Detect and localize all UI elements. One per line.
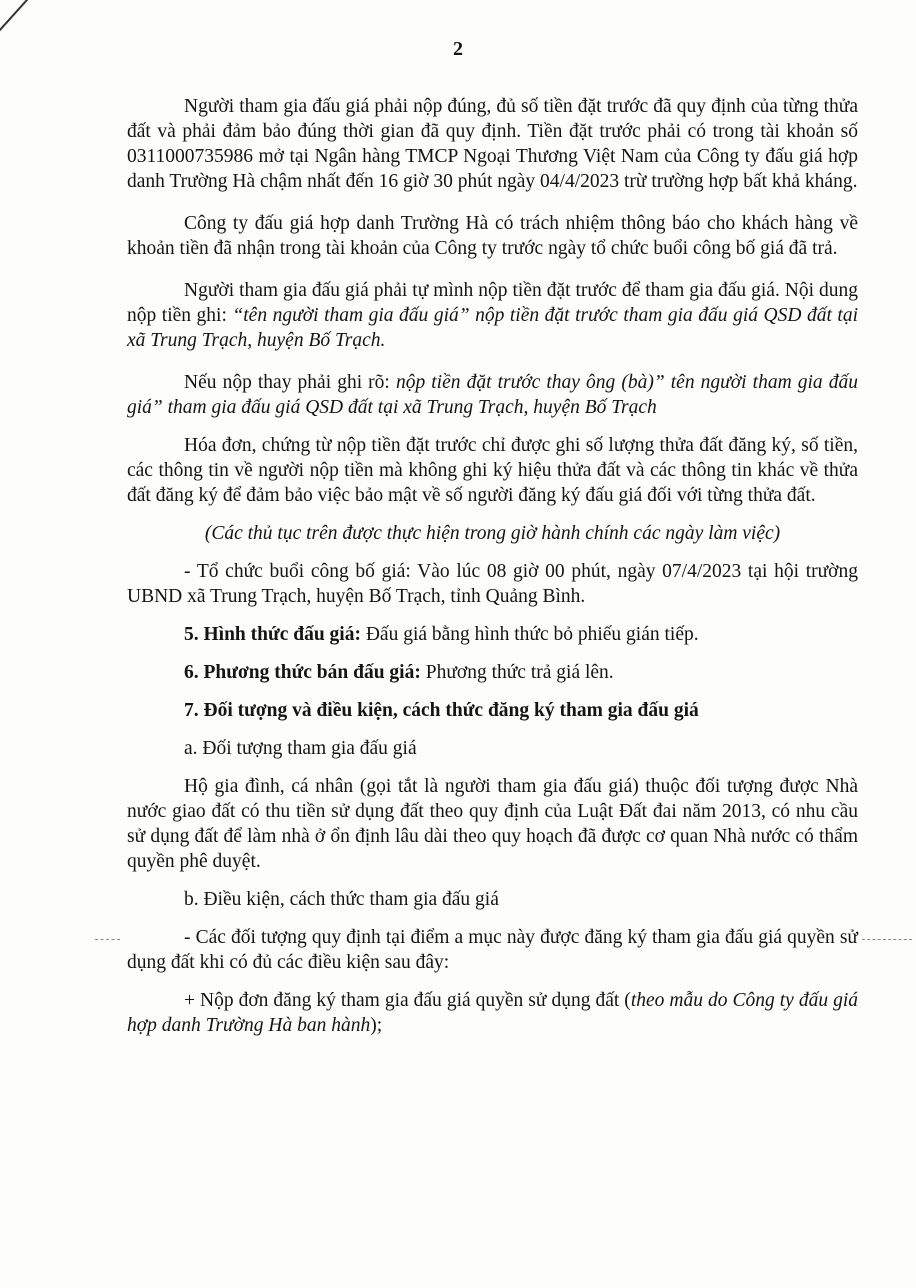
subsection-b-heading: b. Điều kiện, cách thức tham gia đấu giá	[184, 889, 499, 910]
section-6-auction-method	[127, 660, 858, 685]
page-number: 2	[453, 38, 463, 60]
document-body	[127, 94, 858, 1047]
margin-dash-left	[95, 939, 120, 940]
payment-content-text: Người tham gia đấu giá phải tự mình nộp tiền đặt trước để tham gia đấu giá. Nội dung nộp tiền ghi:	[127, 280, 858, 326]
paragraph-eligible-participants: Hộ gia đình, cá nhân (gọi tắt là người tham gia đấu giá) thuộc đối tượng được Nhà nước giao đất có thu tiền sử dụng đất theo quy định của Luật Đất đai năm 2013, có nhu cầu sử dụng đất để làm nhà ở ổn định lâu dài theo quy hoạch đã được cơ quan Nhà nước có thẩm quyền phê duyệt.	[127, 776, 858, 872]
paragraph-company-notice: Công ty đấu giá hợp danh Trường Hà có trách nhiệm thông báo cho khách hàng về khoản tiền đã nhận trong tài khoản của Công ty trước ngày tổ chức buổi công bố giá đã trả.	[127, 213, 858, 259]
paragraph-proxy-payment	[127, 370, 858, 420]
payment-content-italic: “tên người tham gia đấu giá” nộp tiền đặt trước tham gia đấu giá QSD đất tại xã Trung Trạch, huyện Bố Trạch.	[127, 305, 858, 351]
margin-dash-right	[862, 939, 912, 940]
paragraph-price-announcement: - Tổ chức buổi công bố giá: Vào lúc 08 giờ 00 phút, ngày 07/4/2023 tại hội trường UBND xã Trung Trạch, huyện Bố Trạch, tỉnh Quảng Bình.	[127, 561, 858, 607]
proxy-payment-text: Nếu nộp thay phải ghi rõ:	[184, 372, 396, 393]
section-5-heading: 5. Hình thức đấu giá:	[184, 624, 361, 645]
paragraph-invoice: Hóa đơn, chứng từ nộp tiền đặt trước chỉ được ghi số lượng thửa đất đăng ký, số tiền, các thông tin về người nộp tiền mà không ghi ký hiệu thửa đất và các thông tin khác về thửa đất đăng ký để đảm bảo việc bảo mật về số người đăng ký đấu giá đối với từng thửa đất.	[127, 435, 858, 506]
page-fold-mark	[0, 0, 38, 42]
section-5-auction-form	[127, 622, 858, 647]
section-5-text: Đấu giá bằng hình thức bỏ phiếu gián tiếp.	[360, 624, 699, 645]
section-6-text: Phương thức trả giá lên.	[420, 662, 614, 683]
section-7-heading: 7. Đối tượng và điều kiện, cách thức đăng ký tham gia đấu giá	[184, 700, 699, 721]
paragraph-office-hours-note: (Các thủ tục trên được thực hiện trong giờ hành chính các ngày làm việc)	[204, 523, 781, 544]
paragraph-conditions: - Các đối tượng quy định tại điểm a mục này được đăng ký tham gia đấu giá quyền sử dụng đất khi có đủ các điều kiện sau đây:	[127, 927, 858, 973]
subsection-a-heading: a. Đối tượng tham gia đấu giá	[184, 738, 417, 759]
application-form-text: + Nộp đơn đăng ký tham gia đấu giá quyền sử dụng đất (	[184, 990, 631, 1011]
proxy-payment-italic: nộp tiền đặt trước thay ông (bà)” tên người tham gia đấu giá” tham gia đấu giá QSD đất tại xã Trung Trạch, huyện Bố Trạch	[127, 372, 859, 418]
application-form-tail: );	[370, 1015, 383, 1036]
paragraph-application-form	[127, 988, 858, 1038]
paragraph-payment-content	[127, 278, 858, 353]
paragraph-deposit-account: Người tham gia đấu giá phải nộp đúng, đủ số tiền đặt trước đã quy định của từng thửa đất và phải đảm bảo đúng thời gian đã quy định. Tiền đặt trước phải có trong tài khoản số 0311000735986 mở tại Ngân hàng TMCP Ngoại Thương Việt Nam của Công ty đấu giá hợp danh Trường Hà chậm nhất đến 16 giờ 30 phút ngày 04/4/2023 trừ trường hợp bất khả kháng.	[127, 96, 858, 192]
application-form-italic: theo mẫu do Công ty đấu giá hợp danh Trường Hà ban hành	[127, 990, 859, 1036]
section-6-heading: 6. Phương thức bán đấu giá:	[184, 662, 421, 683]
